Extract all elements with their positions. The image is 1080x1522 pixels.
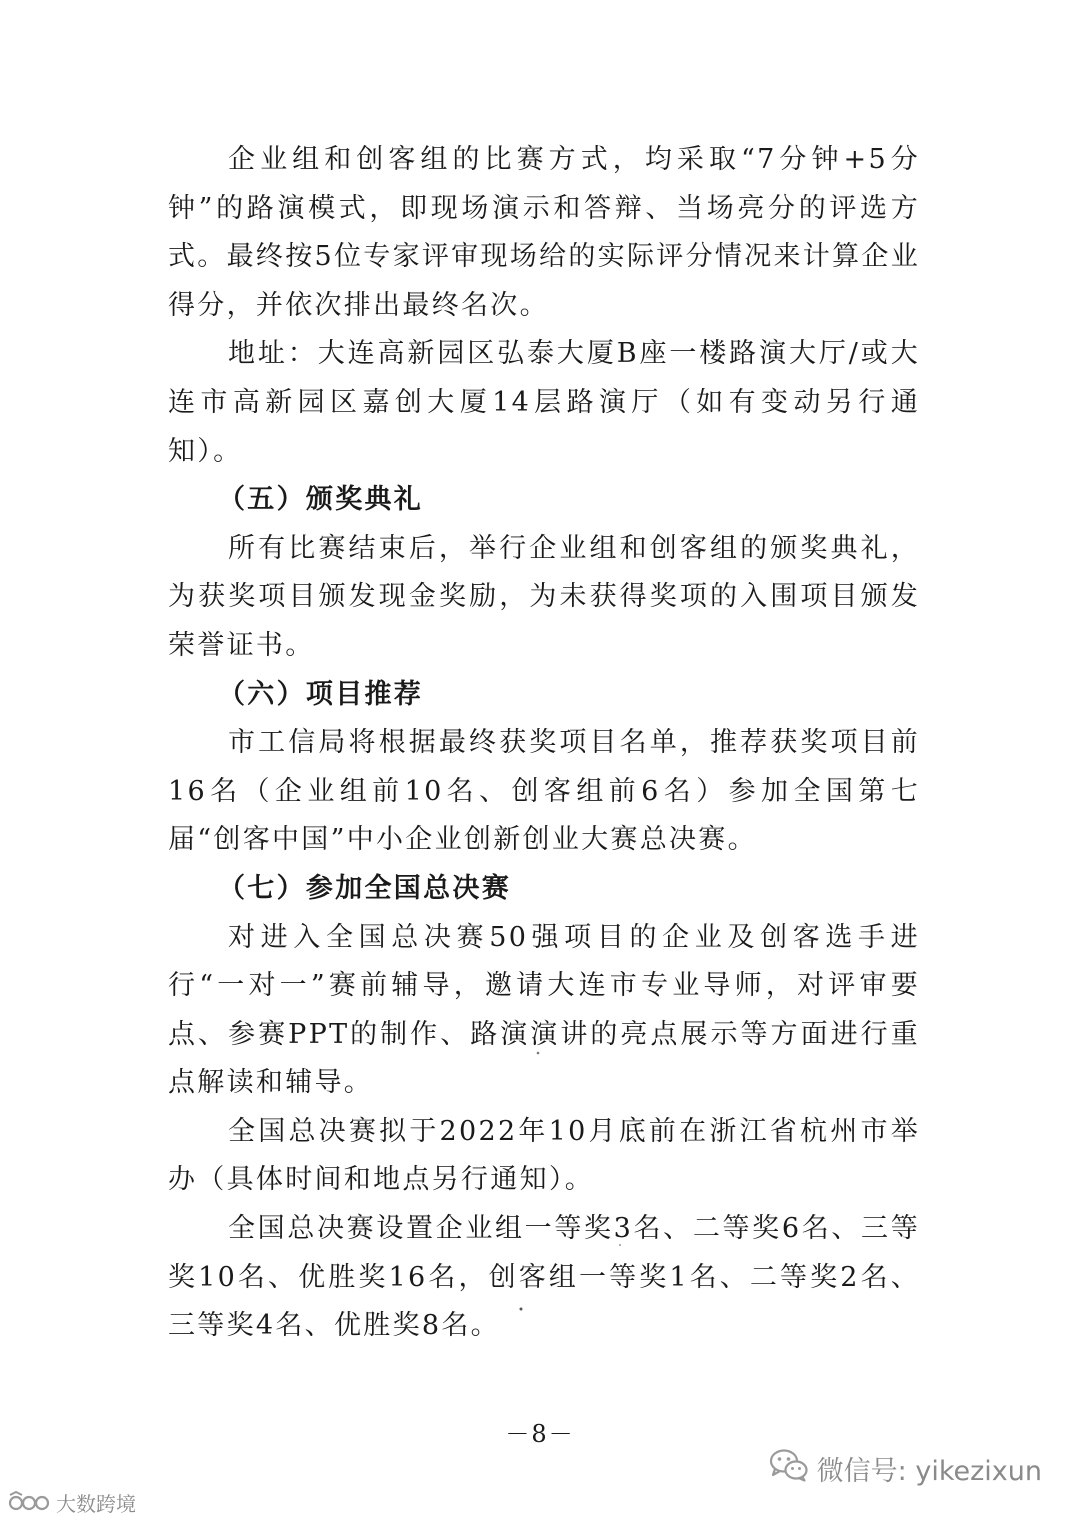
wechat-icon [769,1448,809,1489]
paragraph-award-ceremony: 所有比赛结束后，举行企业组和创客组的颁奖典礼，为获奖项目颁发现金奖励，为未获得奖项的入围项目颁发荣誉证书。 [168,532,920,661]
section-heading-national-final: （七）参加全国总决赛 [218,872,511,904]
watermark-left-text: 大数跨境 [56,1492,136,1516]
paragraph-competition-format: 企业组和创客组的比赛方式，均采取“7分钟+5分钟”的路演模式，即现场演示和答辩、当场亮分的评选方式。最终按5位专家评审现场给的实际评分情况来计算企业得分，并依次排出最终名次。 [168,144,920,321]
document-body [168,136,920,1351]
watermark-right [769,1448,1042,1489]
dashu-logo-icon [8,1491,50,1515]
watermark-left [8,1488,136,1517]
paragraph-coaching: 对进入全国总决赛50强项目的企业及创客选手进行“一对一”赛前辅导，邀请大连市专业导师，对评审要点、参赛PPT的制作、路演演讲的亮点展示等方面进行重点解读和辅导。 [168,921,920,1099]
paragraph-project-recommendation: 市工信局将根据最终获奖项目名单，推荐获奖项目前16名（企业组前10名、创客组前6名）参加全国第七届“创客中国”中小企业创新创业大赛总决赛。 [168,727,920,856]
paragraph-address: 地址：大连高新园区弘泰大厦B座一楼路演大厅/或大连市高新园区嘉创大厦14层路演厅（如有变动另行通知）。 [168,338,920,467]
watermark-right-text: 微信号: yikezixun [816,1456,1042,1487]
page-number: －8－ [505,1420,575,1448]
section-heading-award-ceremony: （五）颁奖典礼 [218,484,424,516]
section-heading-project-recommendation: （六）项目推荐 [218,678,424,710]
paragraph-final-awards: 全国总决赛设置企业组一等奖3名、二等奖6名、三等奖10名、优胜奖16名，创客组一等奖1名、二等奖2名、三等奖4名、优胜奖8名。 [168,1213,920,1342]
paragraph-final-venue: 全国总决赛拟于2022年10月底前在浙江省杭州市举办（具体时间和地点另行通知）。 [168,1115,920,1196]
